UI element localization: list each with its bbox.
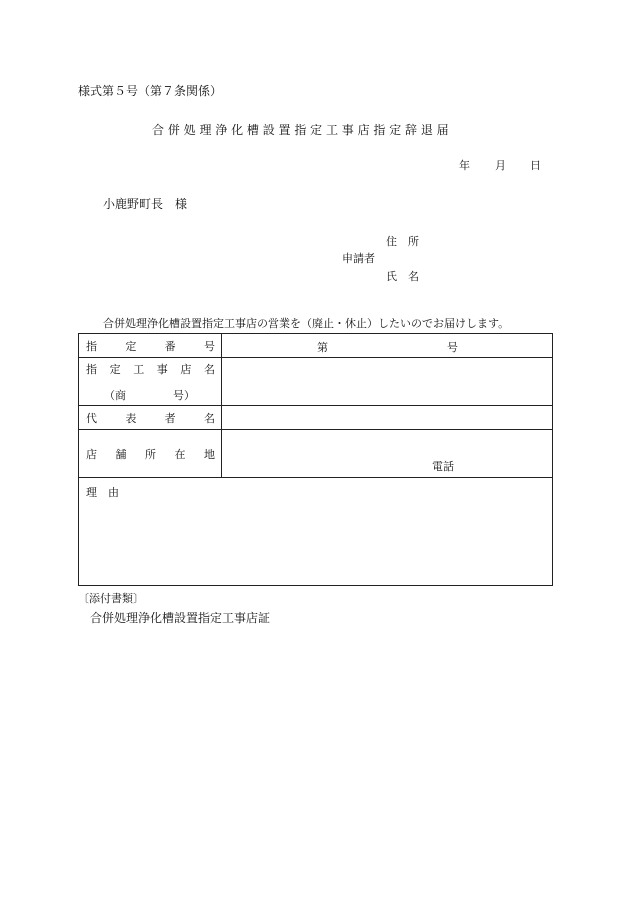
shop-name-label-char: 指 [86,362,97,376]
shop-name-label-char: 名 [203,362,215,376]
designation-prefix: 第 [317,340,328,354]
store-location-label-char: 舗 [115,447,127,461]
applicant-label: 申請者 [342,252,375,265]
designation-suffix: 号 [447,340,458,354]
designation-number-label-char: 号 [203,339,215,353]
trade-name-label-char: 号） [173,388,195,402]
store-location-label [79,430,222,478]
phone-label: 電話 [432,460,454,473]
shop-name-label-char: 事 [156,362,168,376]
store-location-label-char: 所 [145,447,156,461]
store-location-label-char: 在 [174,447,186,461]
shop-name-label-char: 工 [133,362,145,376]
representative-label-char: 者 [164,411,176,425]
representative-label [79,406,222,430]
addressee: 小鹿野町長 様 [103,197,188,211]
attachments-heading: 〔添付書類〕 [78,592,144,605]
name-label: 氏 名 [386,270,419,283]
row-shop-name [79,358,553,406]
row-representative [79,406,553,430]
representative-value[interactable] [222,406,553,430]
trade-name-label-char: （商 [104,388,126,402]
shop-name-label [79,358,222,406]
row-reason [79,478,553,586]
row-designation-number [79,334,553,358]
attachment-item: 合併処理浄化槽設置指定工事店証 [90,611,271,625]
date-month: 月 [495,159,506,172]
representative-label-char: 名 [203,411,215,425]
designation-number-label-char: 指 [86,339,97,353]
address-label: 住 所 [386,235,419,248]
reason-cell[interactable] [79,478,553,586]
representative-label-char: 代 [86,411,97,425]
representative-label-char: 表 [125,411,137,425]
designation-number-label-char: 番 [164,339,176,353]
date-day: 日 [530,159,541,172]
statement-text: 合併処理浄化槽設置指定工事店の営業を（廃止・休止）したいのでお届けします。 [103,317,510,330]
store-location-value[interactable] [222,430,553,478]
row-store-location [79,430,553,478]
shop-name-label-char: 店 [180,362,192,376]
designation-number-label-char: 定 [125,339,137,353]
reason-label: 理 由 [86,486,119,499]
document-title: 合 併 処 理 浄 化 槽 設 置 指 定 工 事 店 指 定 辞 退 届 [152,123,449,137]
designation-number-label [79,334,222,358]
store-location-label-char: 店 [86,447,97,461]
shop-name-label-char: 定 [109,362,121,376]
form-number: 様式第５号（第７条関係） [78,84,223,98]
designation-number-value [222,334,553,358]
date-year: 年 [459,159,470,172]
store-location-label-char: 地 [204,447,215,461]
application-table [78,333,553,586]
shop-name-value[interactable] [222,358,553,406]
